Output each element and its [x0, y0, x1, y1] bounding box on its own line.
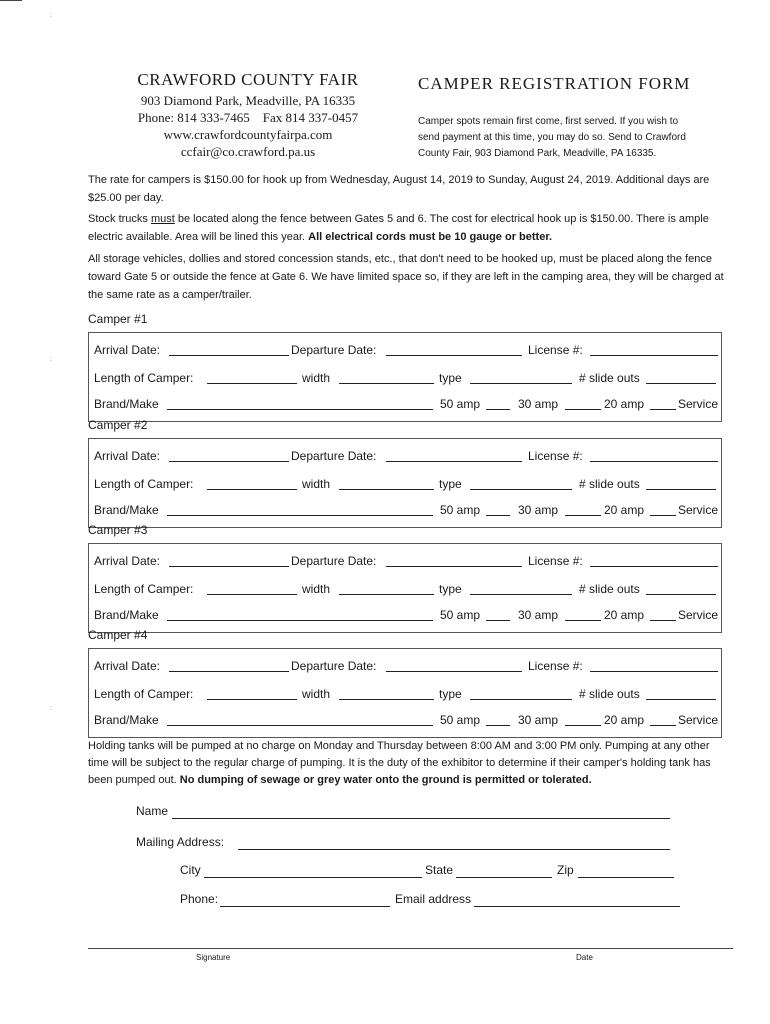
width-label: width	[302, 477, 331, 491]
width-label: width	[302, 582, 331, 596]
email-label: Email address	[395, 892, 472, 906]
amp30-input[interactable]	[565, 399, 601, 410]
arrival-date-input[interactable]	[169, 661, 289, 672]
rates-paragraph: The rate for campers is $150.00 for hook up from Wednesday, August 14, 2019 to Sunday, August 24, 2019. Additional days are $25.00 per day.	[88, 174, 710, 204]
fair-website: www.crawfordcountyfairpa.com	[163, 127, 333, 142]
date-label: Date	[576, 953, 593, 962]
amp30-label: 30 amp	[518, 503, 559, 517]
fair-phone-fax: Phone: 814 333-7465 Fax 814 337-0457	[137, 110, 359, 125]
amp50-input[interactable]	[486, 505, 510, 516]
type-label: type	[439, 477, 462, 491]
slide-outs-label: # slide outs	[579, 477, 640, 491]
license-label: License #:	[528, 343, 583, 357]
length-input[interactable]	[207, 584, 297, 595]
slide-outs-input[interactable]	[646, 689, 716, 700]
width-input[interactable]	[339, 373, 434, 384]
departure-date-label: Departure Date:	[291, 554, 377, 568]
departure-date-input[interactable]	[386, 345, 522, 356]
type-label: type	[439, 371, 462, 385]
no-dumping-rule: No dumping of sewage or grey water onto the ground is permitted or tolerated.	[179, 774, 592, 786]
amp20-label: 20 amp	[604, 503, 645, 517]
storage-paragraph: All storage vehicles, dollies and stored concession stands, etc., that don't need to be hooked up, must be placed along the fence toward Gate 5 or outside the fence at Gate 6. We have limited space so, if they are left in the camping area, they will be charged at the same rate as a camper/trailer.	[88, 253, 724, 301]
amp30-label: 30 amp	[518, 713, 559, 727]
stock-must: must	[150, 213, 175, 225]
camper-label: Camper #2	[88, 418, 148, 432]
slide-outs-label: # slide outs	[579, 687, 640, 701]
amp30-input[interactable]	[565, 610, 601, 621]
type-input[interactable]	[470, 373, 572, 384]
zip-input[interactable]	[578, 877, 674, 878]
amp30-input[interactable]	[565, 505, 601, 516]
length-input[interactable]	[207, 479, 297, 490]
mailing-address-input[interactable]	[238, 849, 670, 850]
camper-label: Camper #1	[88, 312, 148, 326]
camper-label: Camper #3	[88, 523, 148, 537]
departure-date-label: Departure Date:	[291, 343, 377, 357]
type-input[interactable]	[470, 584, 572, 595]
width-label: width	[302, 687, 331, 701]
amp50-label: 50 amp	[440, 503, 481, 517]
departure-date-input[interactable]	[386, 556, 522, 567]
arrival-date-label: Arrival Date:	[94, 554, 161, 568]
arrival-date-input[interactable]	[169, 451, 289, 462]
amp20-label: 20 amp	[604, 397, 645, 411]
type-input[interactable]	[470, 479, 572, 490]
brand-make-label: Brand/Make	[94, 397, 159, 411]
name-label: Name	[136, 804, 169, 818]
departure-date-input[interactable]	[386, 661, 522, 672]
license-input[interactable]	[590, 451, 718, 462]
camper-box	[88, 648, 722, 738]
stock-cords-rule: All electrical cords must be 10 gauge or better.	[308, 231, 553, 243]
form-title: CAMPER REGISTRATION FORM	[418, 74, 691, 93]
amp30-label: 30 amp	[518, 608, 559, 622]
mailing-address-label: Mailing Address:	[136, 835, 225, 849]
license-label: License #:	[528, 659, 583, 673]
brand-make-input[interactable]	[167, 610, 433, 621]
fair-email: ccfair@co.crawford.pa.us	[180, 144, 316, 159]
phone-input[interactable]	[220, 906, 390, 907]
state-input[interactable]	[456, 877, 552, 878]
fair-name: CRAWFORD COUNTY FAIR	[137, 70, 359, 89]
stock-trucks-paragraph	[88, 210, 733, 246]
amp50-label: 50 amp	[440, 713, 481, 727]
length-label: Length of Camper:	[94, 371, 194, 385]
brand-make-input[interactable]	[167, 505, 433, 516]
amp50-input[interactable]	[486, 399, 510, 410]
email-input[interactable]	[474, 906, 680, 907]
service-label: Service	[678, 503, 719, 517]
length-input[interactable]	[207, 373, 297, 384]
amp20-label: 20 amp	[604, 608, 645, 622]
amp20-input[interactable]	[650, 715, 676, 726]
type-input[interactable]	[470, 689, 572, 700]
arrival-date-input[interactable]	[169, 556, 289, 567]
license-label: License #:	[528, 449, 583, 463]
length-input[interactable]	[207, 689, 297, 700]
license-label: License #:	[528, 554, 583, 568]
camper-label: Camper #4	[88, 628, 148, 642]
name-input[interactable]	[172, 818, 670, 819]
brand-make-input[interactable]	[167, 399, 433, 410]
length-label: Length of Camper:	[94, 477, 194, 491]
camper-box	[88, 543, 722, 633]
city-input[interactable]	[204, 877, 422, 878]
amp50-input[interactable]	[486, 610, 510, 621]
camper-box	[88, 332, 722, 422]
fair-address: 903 Diamond Park, Meadville, PA 16335	[140, 93, 356, 108]
slide-outs-input[interactable]	[646, 479, 716, 490]
stock-text: be located along the fence between Gates 5 and 6. The cost for electrical hook up is $150.00. There is ample electric available. Area will be lined this year.	[88, 213, 709, 243]
width-input[interactable]	[339, 479, 434, 490]
arrival-date-label: Arrival Date:	[94, 343, 161, 357]
payment-note-line: Camper spots remain first come, first served. If you wish to	[418, 116, 679, 127]
service-label: Service	[678, 713, 719, 727]
type-label: type	[439, 582, 462, 596]
slide-outs-label: # slide outs	[579, 371, 640, 385]
scan-mark: :	[50, 356, 52, 363]
signature-line[interactable]	[88, 948, 733, 949]
amp50-label: 50 amp	[440, 397, 481, 411]
departure-date-label: Departure Date:	[291, 449, 377, 463]
width-label: width	[302, 371, 331, 385]
phone-label: Phone:	[180, 892, 219, 906]
width-input[interactable]	[339, 584, 434, 595]
amp20-input[interactable]	[650, 610, 676, 621]
arrival-date-label: Arrival Date:	[94, 449, 161, 463]
departure-date-input[interactable]	[386, 451, 522, 462]
brand-make-input[interactable]	[167, 715, 433, 726]
amp20-input[interactable]	[650, 399, 676, 410]
amp30-input[interactable]	[565, 715, 601, 726]
stock-text: Stock trucks	[88, 213, 151, 225]
brand-make-label: Brand/Make	[94, 503, 159, 517]
holding-tanks-paragraph	[88, 738, 733, 789]
payment-note-line: County Fair, 903 Diamond Park, Meadville, PA 16335.	[418, 148, 657, 159]
signature-label: Signature	[196, 953, 231, 962]
service-label: Service	[678, 608, 719, 622]
city-label: City	[180, 863, 201, 877]
form-title-block	[418, 74, 728, 162]
service-label: Service	[678, 397, 719, 411]
scan-mark: :	[50, 705, 52, 712]
scan-mark: :	[50, 12, 52, 19]
payment-note-line: send payment at this time, you may do so. Send to Crawford	[418, 132, 686, 143]
amp20-input[interactable]	[650, 505, 676, 516]
brand-make-label: Brand/Make	[94, 608, 159, 622]
length-label: Length of Camper:	[94, 687, 194, 701]
camper-box	[88, 438, 722, 528]
slide-outs-input[interactable]	[646, 373, 716, 384]
amp50-label: 50 amp	[440, 608, 481, 622]
slide-outs-input[interactable]	[646, 584, 716, 595]
state-label: State	[425, 863, 454, 877]
width-input[interactable]	[339, 689, 434, 700]
length-label: Length of Camper:	[94, 582, 194, 596]
type-label: type	[439, 687, 462, 701]
brand-make-label: Brand/Make	[94, 713, 159, 727]
amp50-input[interactable]	[486, 715, 510, 726]
amp30-label: 30 amp	[518, 397, 559, 411]
holding-text: Holding tanks will be pumped at no charge on Monday and Thursday between 8:00 AM and 3:00 PM only. Pumping at any other time will be subject to the regular charge of pumping. It is the duty of the exhibitor to determine if their camper's holding tank has been pumped out.	[88, 740, 711, 786]
departure-date-label: Departure Date:	[291, 659, 377, 673]
amp20-label: 20 amp	[604, 713, 645, 727]
top-edge-rule	[0, 0, 22, 1]
zip-label: Zip	[557, 863, 574, 877]
fair-contact-block	[98, 70, 398, 160]
arrival-date-label: Arrival Date:	[94, 659, 161, 673]
arrival-date-input[interactable]	[169, 345, 289, 356]
license-input[interactable]	[590, 556, 718, 567]
license-input[interactable]	[590, 345, 718, 356]
license-input[interactable]	[590, 661, 718, 672]
slide-outs-label: # slide outs	[579, 582, 640, 596]
